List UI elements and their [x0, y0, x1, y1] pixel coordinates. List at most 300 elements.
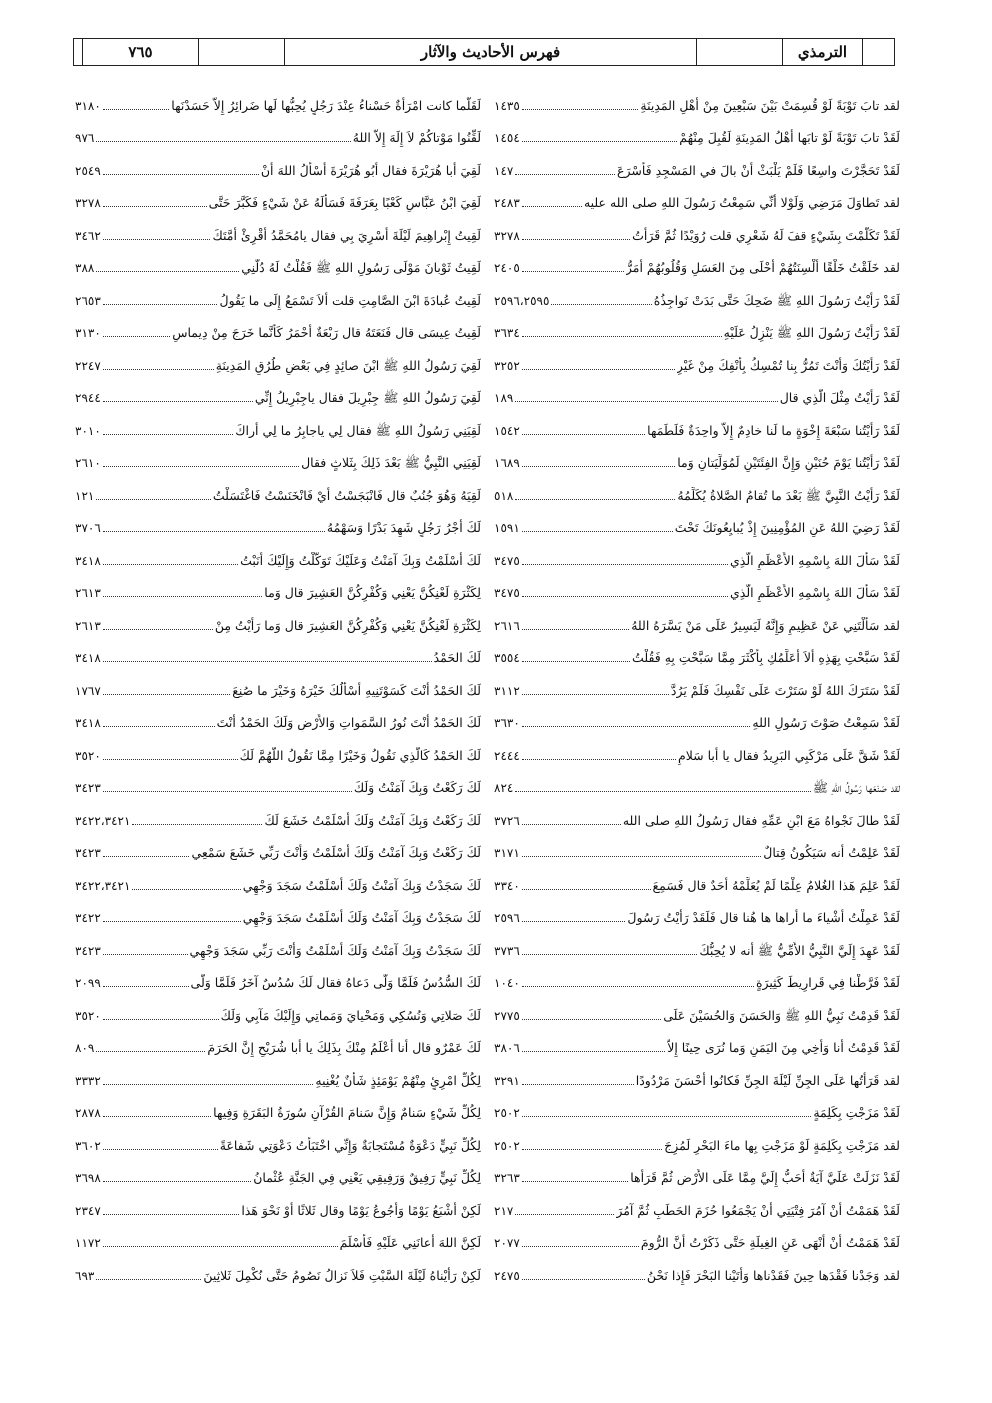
dotted-leader [96, 1279, 201, 1280]
entry-text: لَقَدْ فَرَّطْنا فِي قَرارِيطَ كَثِيرَةٍ [755, 975, 900, 990]
dotted-leader [103, 921, 241, 922]
index-entry [494, 342, 900, 375]
dotted-leader [515, 499, 675, 500]
dotted-leader [522, 889, 651, 890]
dotted-leader [103, 1181, 251, 1182]
entry-reference-number: ١٨٩ [494, 391, 514, 405]
entry-reference-number: ١٢١ [75, 488, 95, 503]
entry-text: لَكِنْ رَأَيْناهُ لَيْلَةَ السَّبْتِ فَلاَ نَزالُ نَصُومُ حَتَّى نُكْمِلَ ثَلاثِينَ [203, 1267, 481, 1283]
entry-text: لَقِيَ رَسُولُ اللهِ ﷺ ابْنَ صائِدٍ فِي بَعْضِ طُرُقِ المَدِينَةِ [215, 357, 481, 373]
entry-reference-number: ٣٢٧٨ [75, 196, 101, 210]
entry-reference-number: ٢٥٩٦ [494, 911, 520, 925]
dotted-leader [103, 694, 230, 695]
index-entry [494, 440, 900, 473]
dotted-leader [522, 1019, 661, 1020]
entry-text: لَكَ أَجْرُ رَجُلٍ شَهِدَ بَدْرًا وَسَهْمُهُ [326, 520, 481, 535]
entry-reference-number: ٣٤٢٢،٣٤٢١ [75, 813, 131, 828]
entry-text: لَكَ الحَمْدُ كَالَّذِي نَقُولُ وَخَيْرًا مِمَّا نَقُولُ اللَّهُمَّ لَكَ [239, 747, 481, 763]
entry-text: لَقَدْ سَبَّحْتِ بِهَذِهِ أَلاَ أُعَلِّمُكِ بِأَكْثَرَ مِمَّا سَبَّحْتِ بِهِ فَقُلْتُ [632, 650, 900, 665]
entry-reference-number: ٢٠٩٩ [75, 976, 101, 990]
entry-text: لقد خَلَقْتُ خَلْقًا أَلْسِنَتُهُمْ أَحْلَى مِنَ العَسَلِ وَقُلُوبُهُمْ أَمَرُّ [625, 260, 900, 275]
entry-reference-number: ٢٤٧٥ [494, 1268, 520, 1283]
entry-reference-number: ٣٤٧٥ [494, 553, 520, 568]
entry-reference-number: ١٧٦٧ [75, 683, 101, 698]
dotted-leader [103, 564, 238, 565]
index-entry [494, 537, 900, 570]
dotted-leader [515, 174, 615, 175]
entry-reference-number: ٣٥٥٤ [494, 651, 520, 665]
index-entry [75, 1025, 481, 1058]
dotted-leader [522, 694, 669, 695]
entry-reference-number: ١٤٥٤ [494, 131, 520, 145]
dotted-leader [522, 954, 698, 955]
index-entry [75, 277, 481, 310]
entry-reference-number: ٢٦٥٣ [75, 293, 101, 308]
entry-text: لَقَدْ رَأَيْتُ رَسُولَ اللهِ ﷺ يَنْزِلُ عَلَيْهِ [723, 325, 900, 340]
entry-reference-number: ٢٥٤٩ [75, 163, 101, 178]
index-entry [75, 602, 481, 635]
entry-text: لقد وَجَدْنا فَقْدَها حِينَ فَقَدْناها وَأَتَيْنا البَحْرَ فَإِذا نَحْنُ [646, 1267, 900, 1283]
dotted-leader [103, 629, 213, 630]
dotted-leader [96, 499, 211, 500]
entry-reference-number: ٥١٨ [494, 488, 514, 503]
dotted-leader [522, 1181, 628, 1182]
index-entry [494, 212, 900, 245]
dotted-leader [103, 336, 170, 337]
dotted-leader [103, 109, 170, 110]
index-entry [75, 862, 481, 895]
dotted-leader [103, 791, 352, 792]
entry-reference-number: ٢٦١٣ [75, 586, 101, 600]
index-entry [494, 1252, 900, 1285]
entry-reference-number: ٣٧٠٦ [75, 521, 101, 535]
dotted-leader [522, 759, 676, 760]
entry-reference-number: ٢٢٤٧ [75, 358, 101, 373]
dotted-leader [103, 1116, 211, 1117]
entry-text: لقد مَزَجْتِ بِكَلِمَةٍ لَوْ مَزَجْتِ بِها ماءَ البَحْرِ لَمُزِجَ [664, 1137, 900, 1153]
dotted-leader [103, 401, 253, 402]
index-entry [75, 245, 481, 278]
dotted-leader [96, 271, 239, 272]
dotted-leader [551, 304, 651, 305]
dotted-leader [515, 791, 811, 792]
entry-reference-number: ٣١٣٠ [75, 326, 101, 340]
index-entry [494, 1025, 900, 1058]
dotted-leader [522, 726, 751, 727]
entry-text: لِكَثْرَةِ لَعْنِكُنَّ يَعْنِي وَكُفْرِكُنَّ العَشِيرَ قال وَما رَأَيْتُ مِنْ [214, 617, 481, 633]
entry-reference-number: ٣٣٤٠ [494, 878, 520, 893]
entry-text: لَكَ أَسْلَمْتُ وَبِكَ آمَنْتُ وَعَلَيْكَ تَوَكَّلْتُ وَإِلَيْكَ أَنَبْتُ [240, 552, 481, 568]
entry-reference-number: ٣٤١٨ [75, 553, 101, 568]
entry-text: لَكَ رَكَعْتُ وَبِكَ آمَنْتُ وَلَكَ أَسْلَمْتُ وَأَنْتَ رَبِّي خَشَعَ سَمْعِي [191, 845, 481, 860]
entry-reference-number: ٣٥٢٠ [75, 1008, 101, 1023]
dotted-leader [103, 1084, 314, 1085]
entry-reference-number: ١٤٧ [494, 163, 514, 178]
dotted-leader [103, 1019, 219, 1020]
entry-reference-number: ٣٤٢٣ [75, 781, 101, 795]
header-cell-empty-left [74, 39, 82, 65]
entry-text: لِكُلِّ امْرِئٍ مِنْهُمْ يَوْمَئِذٍ شَأْنٌ يُغْنِيهِ [315, 1072, 481, 1088]
dotted-leader [522, 1051, 665, 1052]
index-entry [494, 277, 900, 310]
index-entry [75, 1220, 481, 1253]
entry-reference-number: ٢٠٧٧ [494, 1236, 520, 1250]
entry-text: لَقَدْ عَلِمْتُ أنه سَيَكُونُ قِتالٌ [763, 845, 900, 860]
entry-reference-number: ٣٦٠٢ [75, 1138, 101, 1153]
entry-text: لقد صَنَعَها رَسُولُ اللهِ ﷺ [812, 780, 900, 795]
index-entry [494, 1155, 900, 1188]
entry-text: لقد تَطاوَلَ مَرَضِي وَلَوْلا أَنِّي سَمِعْتُ رَسُولَ اللهِ صلى الله عليه [583, 195, 900, 210]
entry-reference-number: ٣٦٣٠ [494, 716, 520, 730]
entry-reference-number: ٣٦٩٨ [75, 1171, 101, 1185]
index-entry [75, 570, 481, 603]
dotted-leader [522, 109, 639, 110]
entry-text: لَقِيتُ عُبادَةَ ابْنَ الصَّامِتِ قلت أَلاَ تَسْمَعُ إِلَى ما يَقُولُ [219, 292, 481, 308]
index-entry [494, 700, 900, 733]
index-entry [494, 1122, 900, 1155]
dotted-leader [103, 986, 189, 987]
index-entry [75, 472, 481, 505]
entry-text: لَقِيتُ ثَوْبانَ مَوْلَى رَسُولِ اللهِ ﷺ فَقُلْتُ لَهُ دُلَّنِي [241, 260, 481, 275]
entry-text: لَقِيَ رَسُولُ اللهِ ﷺ جِبْرِيلَ فقال ياجِبْرِيلُ إِنِّي [254, 390, 481, 405]
index-entry [494, 407, 900, 440]
entry-reference-number: ٣٤٧٥ [494, 586, 520, 600]
index-entry [494, 1057, 900, 1090]
index-entry [75, 342, 481, 375]
entry-text: لَكَ الحَمْدُ [433, 650, 481, 665]
entry-text: لَكَ عَمْرٌو قال أَنا أَعْلَمُ مِنْكَ بِذَلِكَ يا أَبا شُرَيْحٍ إِنَّ الحَرَمَ [207, 1040, 481, 1055]
index-entry [494, 862, 900, 895]
entry-text: لَكَ الحَمْدُ أَنْتَ نُورُ السَّمَواتِ وَالأَرْضِ وَلَكَ الحَمْدُ أَنْتَ [216, 715, 481, 730]
index-entry [75, 830, 481, 863]
index-entry [494, 570, 900, 603]
index-entry [75, 375, 481, 408]
index-entry [494, 310, 900, 343]
entry-text: لَقَدْ هَمَمْتُ أَنْ آمُرَ فِتْيَتِي أَنْ يَجْمَعُوا حُزَمَ الحَطَبِ ثُمَّ آمُرَ [616, 1202, 900, 1218]
index-entry [75, 212, 481, 245]
dotted-leader [522, 629, 629, 630]
entry-reference-number: ٣٢٦٣ [494, 1171, 520, 1185]
entry-reference-number: ٢٥٠٢ [494, 1106, 520, 1120]
index-entry [494, 830, 900, 863]
index-entry [494, 1220, 900, 1253]
entry-text: لقد سَأَلْتَنِي عَنْ عَظِيمٍ وَإِنَّهُ لَيَسِيرٌ عَلَى مَنْ يَسَّرَهُ اللهُ [631, 617, 900, 633]
index-entry [75, 927, 481, 960]
dotted-leader [522, 856, 761, 857]
dotted-leader [522, 1246, 639, 1247]
index-entry [494, 992, 900, 1025]
entry-reference-number: ١٦٨٩ [494, 456, 520, 470]
entry-text: لِكَثْرَةِ لَعْنِكُنَّ يَعْنِي وَكُفْرِكُنَّ العَشِيرَ قال وَما [264, 585, 481, 600]
entry-reference-number: ١٥٤٢ [494, 423, 520, 438]
index-entry [494, 1187, 900, 1220]
index-entry [75, 1187, 481, 1220]
entry-text: لَقَدْ تَحَجَّرْتَ واسِعًا فَلَمْ يَلْبَثْ أَنْ بالَ في المَسْجِدِ فَأَسْرَعَ [617, 162, 900, 178]
entry-reference-number: ٣٧٢٦ [494, 813, 520, 828]
entry-reference-number: ٣١٧١ [494, 846, 520, 860]
index-entry [494, 765, 900, 798]
index-entry [75, 180, 481, 213]
entry-reference-number: ٣٨٨ [75, 261, 95, 275]
entry-text: لَقَدْ عَلِمَ هَذا الغُلامُ عِلْمًا لَمْ يُعَلِّمْهُ أَحَدٌ قال فَسَمِعَ [652, 877, 900, 893]
entry-reference-number: ٢٦١٣ [75, 618, 101, 633]
entry-reference-number: ٣١١٢ [494, 683, 520, 698]
entry-text: لَقَدْ هَمَمْتُ أَنْ أَنْهَى عَنِ الغِيلَةِ حَتَّى ذَكَرْتُ أَنَّ الرُّومَ [640, 1235, 900, 1250]
dotted-leader [522, 271, 624, 272]
index-entry [75, 310, 481, 343]
entry-reference-number: ٣٥٢٠ [75, 748, 101, 763]
dotted-leader [103, 856, 190, 857]
entry-text: لقد قَرَأْتُها عَلَى الجِنِّ لَيْلَةَ الجِنِّ فَكانُوا أَحْسَنَ مَرْدُودًا [635, 1072, 900, 1088]
page-number: ٧٦٥ [82, 39, 198, 65]
entry-text: لَكِنَّ اللهَ أَعانَنِي عَلَيْهِ فَأَسْلَمَ [339, 1235, 481, 1250]
entry-text: لَكَ الحَمْدُ أَنْتَ كَسَوْتَنِيهِ أَسْأَلُكَ خَيْرَهُ وَخَيْرَ ما صُنِعَ [232, 682, 481, 698]
entry-text: لَقِّنُوا مَوْتاكُمْ لاَ إِلَهَ إِلاَّ اللهُ [352, 130, 481, 145]
index-entry [75, 992, 481, 1025]
index-entry [494, 667, 900, 700]
entry-text: لَقَدْ رَضِيَ اللهُ عَنِ المُؤْمِنِينَ إِذْ يُبايِعُونَكَ تَحْتَ [674, 520, 900, 535]
entry-text: لَقِيَ أَبا هُرَيْرَةَ فقال أَبُو هُرَيْرَةَ أَسْأَلُ اللهَ أَنْ [260, 162, 481, 178]
entry-text: لَقَدْ طالَ نَجْواهُ مَعَ ابْنِ عَمِّهِ فقال رَسُولُ اللهِ صلى الله [622, 812, 900, 828]
dotted-leader [522, 1084, 634, 1085]
entry-text: لَقَدْ سَمِعْتُ صَوْتَ رَسُولِ اللهِ [752, 715, 900, 730]
index-entry [494, 602, 900, 635]
index-entry [75, 82, 481, 115]
entry-reference-number: ٨٠٩ [75, 1041, 95, 1055]
entry-text: لَكَ سَجَدْتُ وَبِكَ آمَنْتُ وَلَكَ أَسْلَمْتُ وَأَنْتَ رَبِّي سَجَدَ وَجْهِي [189, 942, 481, 958]
dotted-leader [103, 726, 215, 727]
dotted-leader [522, 141, 677, 142]
dotted-leader [103, 1149, 218, 1150]
entry-text: لَقِيَ ابْنُ عَبَّاسٍ كَعْبًا بِعَرَفَةَ فَسَأَلَهُ عَنْ شَيْءٍ فَكَبَّرَ حَتَّى [208, 195, 481, 210]
entry-reference-number: ١٥٩١ [494, 521, 520, 535]
index-entry [75, 1057, 481, 1090]
index-entry [494, 960, 900, 993]
dotted-leader [522, 466, 675, 467]
dotted-leader [522, 531, 673, 532]
entry-reference-number: ٩٧٦ [75, 131, 95, 145]
dotted-leader [522, 986, 754, 987]
dotted-leader [103, 434, 233, 435]
entry-text: لَقَدْ قَدِمْتُ أَنا وَأَخِي مِنَ اليَمَنِ وَما نُرَى حِينًا إِلاَّ [667, 1040, 900, 1055]
entry-text: لَقَدْ عَهِدَ إِلَيَّ النَّبِيُّ الأُمِّيُّ ﷺ أنه لا يُحِبُّكَ [699, 942, 900, 958]
page-header [73, 38, 895, 66]
index-entry [494, 115, 900, 148]
entry-reference-number: ٣٣٣٢ [75, 1073, 101, 1088]
index-entry [75, 732, 481, 765]
dotted-leader [515, 401, 777, 402]
entry-reference-number: ٢١٧ [494, 1203, 514, 1218]
index-entry [494, 375, 900, 408]
entry-reference-number: ٣٤١٨ [75, 716, 101, 730]
dotted-leader [103, 369, 214, 370]
dotted-leader [522, 239, 630, 240]
dotted-leader [103, 1246, 338, 1247]
entry-text: لَقَدْ عَمِلْتُ أَشْياءَ ما أَراها ها هُنا قال فَلَقَدْ رَأَيْتُ رَسُولَ [627, 910, 900, 925]
dotted-leader [103, 759, 238, 760]
entry-text: لَكَ السُّدُسُ فَلَمَّا وَلَّى دَعاهُ فقال لَكَ سُدُسٌ آخَرُ فَلَمَّا وَلَّى [190, 975, 481, 990]
index-entry [494, 245, 900, 278]
dotted-leader [522, 596, 728, 597]
entry-reference-number: ١١٧٢ [75, 1236, 101, 1250]
index-entry [75, 1122, 481, 1155]
dotted-leader [522, 824, 621, 825]
entry-text: لَقَدْ قَدِمْتُ نَبِيُّ اللهِ ﷺ وَالحَسَنَ وَالحُسَيْنَ عَلَى [663, 1007, 900, 1023]
entry-text: لَقَدْ رَأَيْتُ النَّبِيَّ ﷺ بَعْدَ ما تُقامُ الصَّلاةُ يُكَلِّمُهُ [677, 487, 900, 503]
index-entry [494, 505, 900, 538]
entry-reference-number: ٢٦١٠ [75, 456, 101, 470]
dotted-leader [522, 206, 582, 207]
entry-text: لَكَ صَلاتِي وَنُسُكِي وَمَحْيايَ وَمَماتِي وَإِلَيْكَ مَآبِي وَلَكَ [220, 1007, 481, 1023]
dotted-leader [522, 369, 675, 370]
index-entry [494, 82, 900, 115]
index-entry [494, 1090, 900, 1123]
entry-reference-number: ٣١٨٠ [75, 98, 101, 113]
index-entry [75, 537, 481, 570]
entry-reference-number: ١٠٤٠ [494, 976, 520, 990]
entry-text: لَقَدْ سَأَلَ اللهَ بِاسْمِهِ الأَعْظَمِ الَّذِي [730, 552, 900, 568]
entry-reference-number: ٢٩٤٤ [75, 391, 101, 405]
entry-reference-number: ٢٣٤٧ [75, 1203, 101, 1218]
entry-text: لَقِيَنِي النَّبِيُّ ﷺ بَعْدَ ذَلِكَ بِثَلاثٍ فقال [301, 455, 481, 470]
dotted-leader [522, 564, 728, 565]
entry-text: لَكَ رَكَعْتُ وَبِكَ آمَنْتُ وَلَكَ أَسْلَمْتُ خَشَعَ لَكَ [264, 812, 481, 828]
index-title: فهرس الأحاديث والآثار [284, 39, 696, 65]
header-cell-empty [198, 39, 284, 65]
entry-text: لَقِيتُ عِيسَى قال فَنَعَتَهُ قال رَبْعَةٌ أَحْمَرُ كَأَنَّما خَرَجَ مِنْ دِيماسٍ [172, 325, 481, 340]
entry-text: لَقَدْ مَزَجْتِ بِكَلِمَةٍ [813, 1105, 900, 1120]
index-entry [75, 1155, 481, 1188]
index-entry [75, 635, 481, 668]
entry-reference-number: ٣٤٦٢ [75, 228, 101, 243]
dotted-leader [522, 336, 722, 337]
entry-text: لِكُلِّ نَبِيٍّ رَفِيقٌ وَرَفِيقِي يَعْنِي فِي الجَنَّةِ عُثْمانُ [253, 1170, 481, 1185]
index-entry [75, 960, 481, 993]
entry-reference-number: ١٤٣٥ [494, 98, 520, 113]
entry-reference-number: ٢٧٧٥ [494, 1008, 520, 1023]
entry-reference-number: ٣٤٢٣ [75, 943, 101, 958]
index-entry [494, 797, 900, 830]
index-entry [494, 895, 900, 928]
entry-reference-number: ٣٤٢٣ [75, 846, 101, 860]
dotted-leader [132, 889, 240, 890]
entry-text: لَقَدْ تابَ تَوْبَةً لَوْ تابَها أَهْلُ المَدِينَةِ لَقُبِلَ مِنْهُمْ [679, 130, 900, 145]
entry-reference-number: ٢٥٩٦،٢٥٩٥ [494, 293, 550, 308]
entry-reference-number: ٣٢٩١ [494, 1073, 520, 1088]
entry-text: لَقَدْ رَأَيْتُ مِثْلَ الَّذِي قال [779, 390, 900, 405]
entry-reference-number: ٦٩٣ [75, 1268, 95, 1283]
entry-reference-number: ٢٨٧٨ [75, 1106, 101, 1120]
dotted-leader [103, 954, 188, 955]
entry-text: لَقَدْ نَزَلَتْ عَلَيَّ آيَةٌ أَحَبُّ إِلَيَّ مِمَّا عَلَى الأَرْضِ ثُمَّ قَرَأَها [630, 1170, 900, 1185]
index-entry [75, 765, 481, 798]
entry-text: لَقَدْ رَأَيْتُكَ وَأَنْتَ تَمُرُّ بِنا تُمْسِكُ بِأَنْفِكَ مِنْ غَيْرِ [676, 357, 900, 373]
entry-text: لَقَدْ سَتَرَكَ اللهُ لَوْ سَتَرْتَ عَلَى نَفْسِكَ فَلَمْ يَرُدَّ [670, 682, 900, 698]
dotted-leader [103, 596, 263, 597]
index-entry [75, 700, 481, 733]
index-entry [494, 472, 900, 505]
dotted-leader [103, 206, 207, 207]
entry-text: لَقَدْ سَأَلَ اللهَ بِاسْمِهِ الأَعْظَمِ الَّذِي [730, 585, 900, 600]
entry-text: لَقِيَنِي رَسُولُ اللهِ ﷺ فقال لِي ياجابِرُ ما لِي أَراكَ [235, 422, 481, 438]
entry-text: لَقَلَّما كانت امْرَأَةٌ حَسْناءُ عِنْدَ رَجُلٍ يُحِبُّها لَها ضَرائِرُ إِلاَّ حَسَدْنَها [171, 97, 481, 113]
entry-reference-number: ٣٤٢٢ [75, 911, 101, 925]
dotted-leader [96, 1051, 205, 1052]
dotted-leader [522, 661, 630, 662]
entry-reference-number: ٨٢٤ [494, 781, 514, 795]
entry-text: لَكَ سَجَدْتُ وَبِكَ آمَنْتُ وَلَكَ أَسْلَمْتُ سَجَدَ وَجْهِي [242, 877, 481, 893]
dotted-leader [515, 1214, 614, 1215]
dotted-leader [103, 466, 299, 467]
entry-text: لقد تابَ تَوْبَةً لَوْ قُسِمَتْ بَيْنَ سَبْعِينَ مِنْ أَهْلِ المَدِينَةِ [640, 97, 900, 113]
index-entry [75, 1090, 481, 1123]
entry-text: لَكَ رَكَعْتُ وَبِكَ آمَنْتُ وَلَكَ [353, 780, 481, 795]
dotted-leader [522, 1149, 662, 1150]
entry-text: لَقَدْ رَأَيْتُنا سَبْعَةَ إِخْوَةٍ ما لَنا خادِمٌ إِلاَّ واحِدَةٌ فَلَطَمَها [647, 422, 900, 438]
entry-text: لَقِيَهُ وَهُوَ جُنُبٌ قال فَانْبَجَسْتُ أَيْ فَانْخَنَسْتُ فَاغْتَسَلْتُ [212, 487, 481, 503]
entry-text: لَقِيتُ إِبْراهِيمَ لَيْلَةَ أُسْرِيَ بِي فقال يامُحَمَّدُ أَقْرِئْ أُمَّتَكَ [212, 227, 481, 243]
index-entry [75, 895, 481, 928]
entry-reference-number: ٣٤١٨ [75, 651, 101, 665]
dotted-leader [103, 239, 211, 240]
header-cell-empty [696, 39, 782, 65]
entry-text: لِكُلِّ شَيْءٍ سَنامٌ وَإِنَّ سَنامَ القُرْآنِ سُورَةُ البَقَرَةِ وَفِيها [213, 1105, 481, 1120]
entry-text: لَكَ سَجَدْتُ وَبِكَ آمَنْتُ وَلَكَ أَسْلَمْتُ سَجَدَ وَجْهِي [242, 910, 481, 925]
entry-reference-number: ٣٦٣٤ [494, 326, 520, 340]
entry-reference-number: ٣٢٥٢ [494, 358, 520, 373]
entry-text: لَقَدْ رَأَيْتُ رَسُولَ اللهِ ﷺ ضَحِكَ حَتَّى بَدَتْ نَواجِذُهُ [653, 292, 900, 308]
left-column [75, 82, 481, 1285]
index-entry [494, 180, 900, 213]
dotted-leader [103, 1214, 240, 1215]
entry-reference-number: ٣٨٠٦ [494, 1041, 520, 1055]
dotted-leader [103, 661, 432, 662]
index-entry [75, 407, 481, 440]
entry-reference-number: ٣٠١٠ [75, 423, 101, 438]
index-entry [494, 927, 900, 960]
index-entry [494, 732, 900, 765]
right-column [494, 82, 900, 1285]
entry-text: لَقَدْ شَقَّ عَلَى مَرْكَبِي البَرِيدُ فقال يا أبا سَلامٍ [677, 747, 900, 763]
header-cell-empty-right [862, 39, 894, 65]
index-entry [75, 115, 481, 148]
dotted-leader [522, 1279, 645, 1280]
dotted-leader [522, 434, 645, 435]
index-entry [75, 147, 481, 180]
index-entry [75, 667, 481, 700]
entry-reference-number: ٢٤٤٤ [494, 748, 520, 763]
index-entry [75, 505, 481, 538]
entry-reference-number: ٢٤٨٣ [494, 196, 520, 210]
entry-text: لَقَدْ تَكَلَّمْتَ بِشَيْءٍ قفَ لَهُ شَعْرِي قلت رُوَيْدًا ثُمَّ قَرَأْتُ [632, 227, 900, 243]
entry-reference-number: ٢٥٠٢ [494, 1138, 520, 1153]
index-entry [494, 147, 900, 180]
index-entry [75, 440, 481, 473]
entry-reference-number: ٢٦١٦ [494, 618, 520, 633]
dotted-leader [132, 824, 262, 825]
dotted-leader [522, 1116, 812, 1117]
index-entry [75, 1252, 481, 1285]
entry-reference-number: ٣٢٧٨ [494, 228, 520, 243]
entry-reference-number: ٣٤٢٢،٣٤٢١ [75, 878, 131, 893]
book-title: الترمذي [782, 39, 862, 65]
entry-text: لَكِنْ أَشْبَعُ يَوْمًا وَأَجُوعُ يَوْمًا وقال ثَلاثًا أَوْ نَحْوَ هَذا [241, 1202, 481, 1218]
dotted-leader [103, 174, 259, 175]
index-entry [494, 635, 900, 668]
entry-text: لِكُلِّ نَبِيٍّ دَعْوَةٌ مُسْتَجابَةٌ وَإِنِّي اخْتَبَأْتُ دَعْوَتِي شَفاعَةً [219, 1137, 481, 1153]
dotted-leader [96, 141, 350, 142]
dotted-leader [103, 531, 325, 532]
